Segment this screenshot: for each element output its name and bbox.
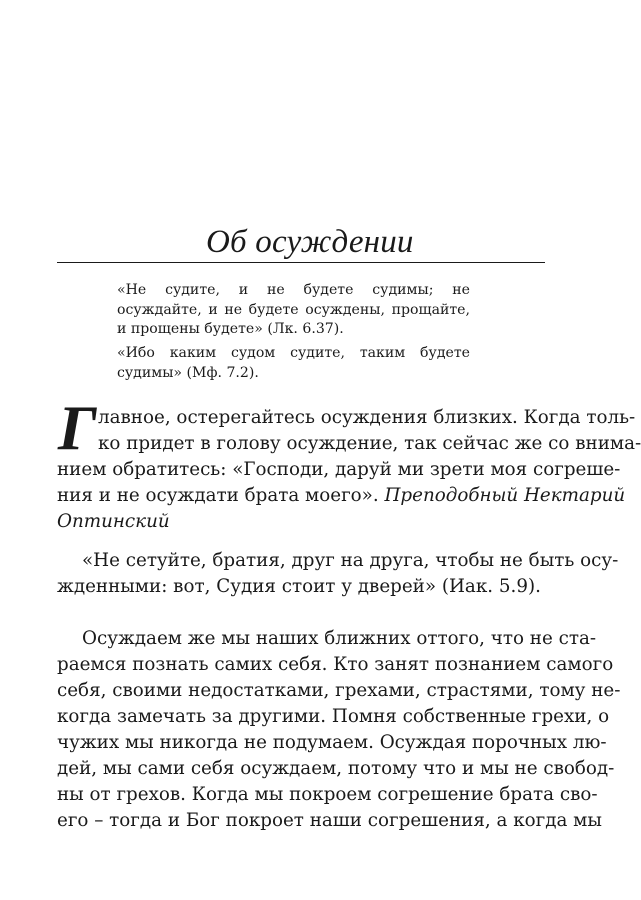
body-line: Осуждаем же мы наших ближних оттого, что не ста- [82,628,597,649]
body-line: когда замечать за другими. Помня собственные грехи, о [57,706,610,727]
body-line: чужих мы никогда не подумаем. Осуждая порочных лю- [57,732,607,753]
author-attribution: Оптинский [57,511,170,532]
chapter-title: Об осуждении [206,224,414,260]
epigraph-2: «Ибо каким судом судите, таким будете судимы» (Мф. 7.2). [117,345,470,381]
author-attribution: Преподобный Нектарий [384,485,626,506]
epigraph-1: «Не судите, и не будете судимы; не осуждайте, и не будете осуждены, прощайте, и прощены будете» (Лк. 6.37). [117,282,470,337]
body-line: ны от грехов. Когда мы покроем согрешение брата сво- [57,784,598,805]
body-line-text: ния и не осуждати брата моего». [57,485,379,506]
body-line [57,483,626,509]
body-line: лавное, остерегайтесь осуждения близких. Когда толь- [98,407,636,428]
body-line: себя, своими недостатками, грехами, страстями, тому не- [57,680,621,701]
body-line: жденными: вот, Судия стоит у дверей» (Иак. 5.9). [57,576,541,597]
title-rule [57,262,545,263]
body-line: «Не сетуйте, братия, друг на друга, чтобы не быть осу- [82,550,619,571]
body-line: нием обратитесь: «Господи, даруй ми зрети моя согреше- [57,459,621,480]
body-line: раемся познать самих себя. Кто занят познанием самого [57,654,614,675]
body-line: дей, мы сами себя осуждаем, потому что и мы не свобод- [57,758,615,779]
drop-cap: Г [58,392,97,463]
body-line: ко придет в голову осуждение, так сейчас же со внима- [98,433,641,454]
body-line: его – тогда и Бог покроет наши согрешения, а когда мы [57,810,602,831]
